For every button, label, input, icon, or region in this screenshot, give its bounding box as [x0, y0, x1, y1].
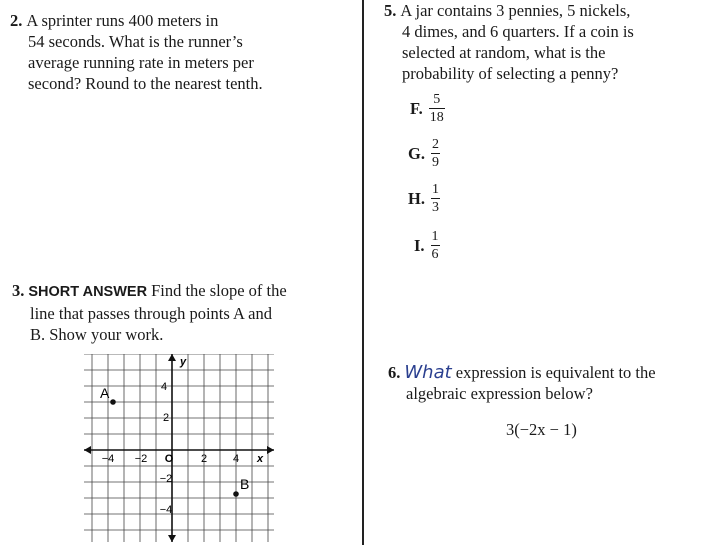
column-divider: [362, 0, 364, 545]
handwritten-word: What: [404, 362, 452, 383]
choice-fraction: $\frac{2}{9}$: [431, 137, 439, 170]
question-text-line: Find the slope of the: [151, 281, 287, 300]
choice-letter: G.: [408, 143, 425, 163]
y-tick-label: 4: [160, 381, 168, 393]
question-text-line: 4 dimes, and 6 quarters. If a coin is: [402, 22, 634, 41]
question-text-line: B. Show your work.: [30, 325, 164, 344]
point-b: [233, 491, 239, 497]
answer-choice-i[interactable]: [414, 229, 440, 262]
y-tick-label: −2: [159, 473, 173, 485]
choice-letter: F.: [410, 98, 423, 118]
question-text-line: average running rate in meters per: [28, 53, 254, 72]
x-tick-label: 2: [200, 453, 208, 465]
x-tick-label: −4: [101, 453, 115, 465]
question-text-line: second? Round to the nearest tenth.: [28, 74, 263, 93]
x-axis-arrow-right: [267, 446, 274, 454]
question-number: 3.: [12, 281, 25, 300]
y-axis-label: y: [180, 356, 187, 368]
question-text-line: A jar contains 3 pennies, 5 nickels,: [400, 1, 631, 20]
question-text-line: algebraic expression below?: [406, 384, 593, 403]
short-answer-label: SHORT ANSWER: [28, 284, 148, 300]
point-a-label: A: [100, 385, 110, 401]
y-axis-arrow-down: [168, 535, 176, 542]
question-number: 6.: [388, 363, 401, 382]
answer-choice-h[interactable]: [408, 182, 440, 215]
x-tick-label: −2: [134, 453, 148, 465]
y-axis-arrow-up: [168, 354, 176, 361]
origin-label: O: [164, 453, 174, 465]
answer-choice-g[interactable]: [408, 137, 440, 170]
y-tick-label: 2: [162, 412, 170, 424]
question-text-line: A sprinter runs 400 meters in: [26, 11, 219, 30]
question-2: [10, 10, 263, 94]
point-b-label: B: [240, 476, 250, 492]
x-tick-label: 4: [232, 453, 240, 465]
choice-letter: I.: [414, 235, 425, 255]
x-axis-label: x: [256, 453, 264, 465]
point-a: [110, 399, 116, 405]
question-number: 5.: [384, 1, 397, 20]
question-text-line: probability of selecting a penny?: [402, 64, 619, 83]
question-text-line: line that passes through points A and: [30, 304, 272, 323]
choice-letter: H.: [408, 188, 425, 208]
question-text-line: expression is equivalent to the: [455, 363, 656, 382]
y-tick-label: −4: [159, 504, 173, 516]
question-text-line: selected at random, what is the: [402, 43, 606, 62]
choice-fraction: $\frac{5}{18}$: [429, 92, 444, 125]
answer-choice-f[interactable]: [410, 92, 445, 125]
question-6: [388, 362, 656, 404]
x-axis-arrow-left: [84, 446, 91, 454]
choice-fraction: $\frac{1}{6}$: [431, 229, 439, 262]
question-text-line: 54 seconds. What is the runner’s: [28, 32, 243, 51]
coordinate-grid: [84, 354, 274, 542]
choice-fraction: $\frac{1}{3}$: [431, 182, 439, 215]
question-number: 2.: [10, 11, 23, 30]
question-3: [12, 280, 287, 345]
algebraic-expression: 3(−2x − 1): [506, 420, 577, 439]
question-5: [384, 0, 634, 84]
